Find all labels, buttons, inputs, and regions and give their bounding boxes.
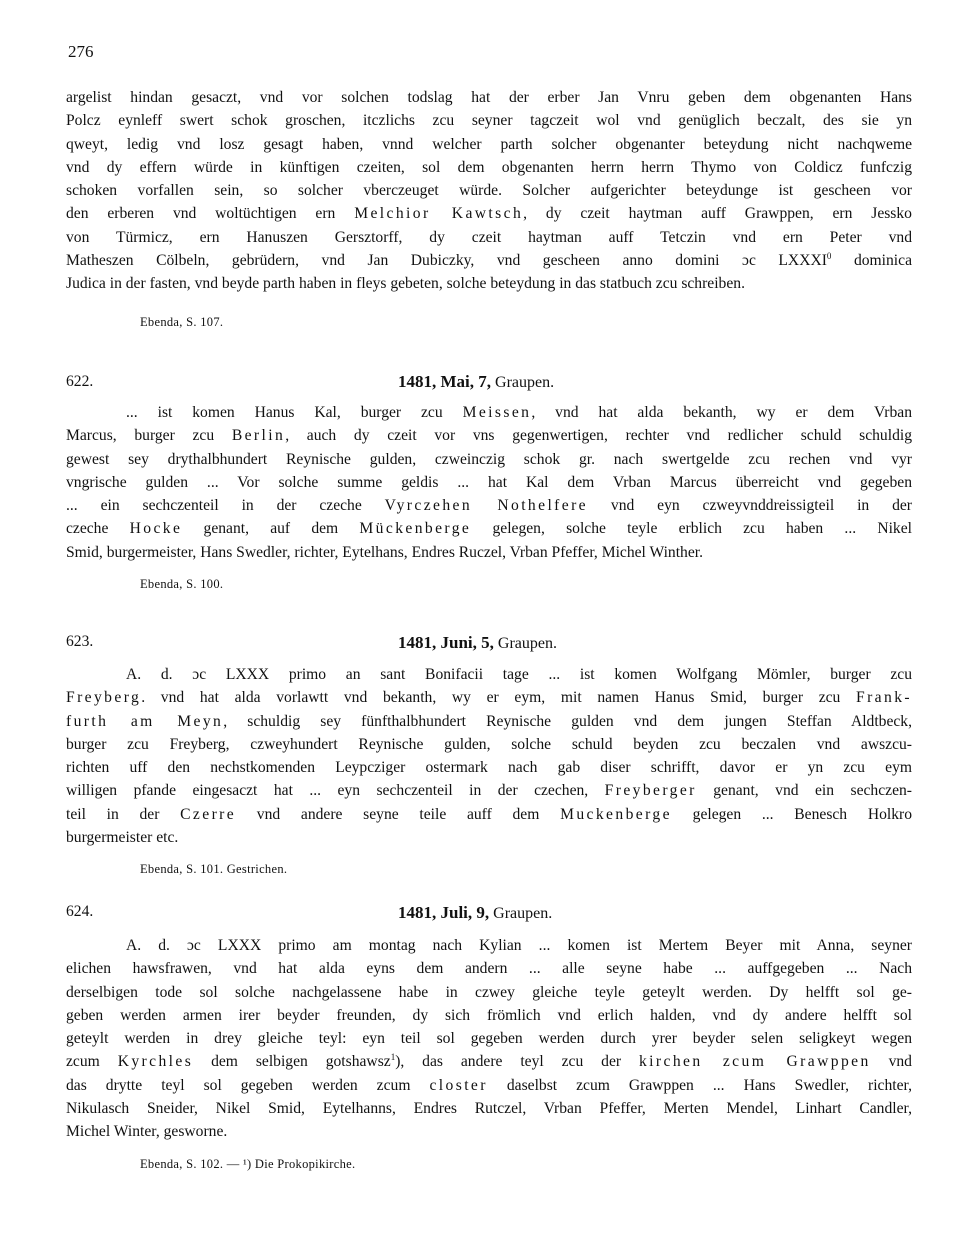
text-line: A. d. ɔc LXXX primo am montag nach Kylian ... komen ist Mertem Beyer mit Anna, seyner [126, 937, 912, 954]
entry-623-number: 623. [66, 633, 94, 650]
text-line: geben werden armen irer beyder freunden, dy sich frömlich vnd erlich halden, vnd dy andere helfft sol [66, 1006, 912, 1024]
text-line: vnd dy effern würde in künftigen czeiten, sol dem obgenanten herrn herrn Thymo von Coldicz funfczig [66, 158, 912, 176]
text-line: Judica in der fasten, vnd beyde parth haben in fleys gebeten, solche beteydung in das statbuch zcu schreiben. [66, 275, 745, 293]
entry-622-place: Graupen. [495, 374, 555, 391]
entry-624-date-bold: 1481, Juli, 9, [398, 903, 490, 922]
entry-623-source: Ebenda, S. 101. Gestrichen. [140, 862, 288, 876]
text-line: ... ein sechczenteil in der czeche Vyrczehen Nothelfere vnd eyn czweyvnddreissigteil in der [66, 497, 912, 515]
entry-624-date [398, 903, 552, 923]
spaced-name: Muckenberge [560, 805, 672, 823]
spaced-name: Czerre [180, 805, 237, 823]
text-line: furth am Meyn, schuldig sey fünfthalbhundert Reynische gulden vnd dem jungen Steffan Aldtbeck, [66, 712, 912, 730]
text-line: qweyt, ledig vnd losz gesagt haben, vnnd welcher parth solcher obgenanter beteydung nicht nachqweme [66, 135, 912, 153]
text-line: zcum Kyrchles dem selbigen gotshawsz$^1$), das andere teyl zcu der kirchen zcum Grawppen vnd [66, 1052, 912, 1071]
page-number: 276 [68, 42, 94, 61]
text-line: Smid, burgermeister, Hans Swedler, richter, Eytelhans, Endres Ruczel, Vrban Pfeffer, Michel Winther. [66, 543, 703, 561]
text-line: das drytte teyl sol gegeben werden zcum closter daselbst zcum Grawppen ... Hans Swedler, richter, [66, 1076, 912, 1094]
spaced-name: Frank- [856, 689, 912, 707]
superscript: 0 [826, 251, 832, 262]
entry-622-source: Ebenda, S. 100. [140, 577, 224, 591]
text-line: czeche Hocke genant, auf dem Mückenberge gelegen, solche teyle erblich zcu haben ... Nikel [66, 520, 912, 538]
intro-source: Ebenda, S. 107. [140, 315, 224, 329]
text-line: elichen hawsfrawen, vnd hat alda eyns dem andern ... alle seyne habe ... auffgegeben ... Nach [66, 960, 912, 978]
text-line: willigen pfande eingesaczt hat ... eyn sechczenteil in der czechen, Freyberger genant, vnd ein sechczen- [66, 782, 912, 800]
text-line: Matheszen Cölbeln, gebrüdern, vnd Jan Dubiczky, vnd gescheen anno domini ɔc LXXXI$^0$ dominica [66, 251, 912, 270]
entry-622-number: 622. [66, 373, 94, 390]
spaced-name: Hocke [129, 520, 183, 538]
spaced-name: Vyrczehen Nothelfere [384, 497, 589, 515]
spaced-name: kirchen zcum Grawppen [638, 1053, 871, 1071]
spaced-name: Mückenberge [359, 520, 472, 538]
text-line: schoken vorfallen sein, so solcher vberczeuget würde. Solcher aufgerichter beteydunge ist gescheen vor [66, 182, 912, 200]
entry-624-source: Ebenda, S. 102. — ¹) Die Prokopikirche. [140, 1157, 356, 1171]
spaced-name: Kyrchles [117, 1053, 194, 1071]
entry-623-text [66, 663, 912, 849]
text-line: vngrische gulden ... Vor solche summe geldis ... hat Kal dem Vrban Marcus überreicht vnd gegeben [66, 473, 912, 491]
entry-623-date-bold: 1481, Juni, 5, [398, 633, 494, 652]
text-line: teil in der Czerre vnd andere seyne teile auff dem Muckenberge gelegen ... Benesch Holkro [66, 805, 913, 823]
text-line: den erberen vnd woltüchtigen ern Melchior Kawtsch, dy czeit haytman auff Grawppen, ern Jessko [66, 205, 912, 223]
text-line: Michel Winter, gesworne. [66, 1123, 228, 1141]
superscript: 1 [390, 1052, 396, 1063]
text-line: von Türmicz, ern Hanuszen Gersztorff, dy czeit haytman auff Tetczin vnd ern Peter vnd [66, 228, 912, 246]
spaced-name: Meissen [462, 404, 532, 421]
entry-624-place: Graupen. [493, 905, 553, 922]
text-line: A. d. ɔc LXXX primo an sant Bonifacii tage ... ist komen Wolfgang Mömler, burger zcu [126, 666, 912, 683]
spaced-name: Freyberg [66, 689, 142, 707]
intro-text [66, 86, 912, 296]
text-line: ... ist komen Hanus Kal, burger zcu Meissen, vnd hat alda bekanth, wy er dem Vrban [126, 404, 912, 421]
entry-623-place: Graupen. [497, 635, 557, 652]
spaced-name: Freyberger [604, 782, 697, 800]
text-line: richten uff den nechstkomenden Leypcziger ostermark nach gab diser schrifft, davor er yn zcu eym [66, 759, 912, 777]
entry-622-date [398, 372, 554, 392]
spaced-name: closter [429, 1076, 488, 1094]
spaced-name: Melchior Kawtsch [354, 205, 524, 223]
text-line: argelist hindan gesaczt, vnd vor solchen todslag hat der erber Jan Vnru geben dem obgenanten Hans [66, 89, 912, 106]
entry-623-date [398, 633, 557, 653]
entry-622-date-bold: 1481, Mai, 7, [398, 372, 492, 391]
text-line: Marcus, burger zcu Berlin, auch dy czeit vor vns gegenwertigen, rechter vnd redlicher schuld schuldig [66, 427, 912, 445]
entry-622-text [66, 401, 912, 564]
entry-624-text [66, 934, 912, 1144]
text-line: gewest sey drythalbhundert Reynische gulden, czweinczig schok gr. nach swertgelde zcu rechen vnd vyr [66, 450, 912, 468]
text-line: Polcz eynleff swert schok groschen, itczlichs zcu seyner tagczeit wol vnd genüglich beczalt, des sie yn [66, 112, 912, 130]
text-line: burgermeister etc. [66, 829, 179, 847]
text-line: Nikulasch Sneider, Nikel Smid, Eytelhanns, Endres Rutczel, Vrban Pfeffer, Merten Mendel, Linhart Candler, [66, 1100, 912, 1118]
text-line: geteylt werden in drey gleiche teyl: eyn teil sol gegeben werden durch yrer beyder selen seligkeyt wegen [66, 1030, 912, 1048]
text-line: Freyberg. vnd hat alda vorlawtt vnd bekanth, wy er eym, mit namen Hanus Smid, burger zcu Frank- [66, 689, 912, 707]
text-line: burger zcu Freyberg, czweyhundert Reynische gulden, solche schuld beyden zcu beczalen vnd awszcu- [66, 735, 912, 753]
entry-624-number: 624. [66, 903, 94, 920]
text-line: derselbigen tode sol solche nachgelassene habe in czwey gleiche teyle geteylt werden. Dy helfft sol ge- [66, 983, 912, 1001]
spaced-name: Berlin [231, 427, 286, 445]
spaced-name: furth am Meyn [66, 712, 224, 730]
